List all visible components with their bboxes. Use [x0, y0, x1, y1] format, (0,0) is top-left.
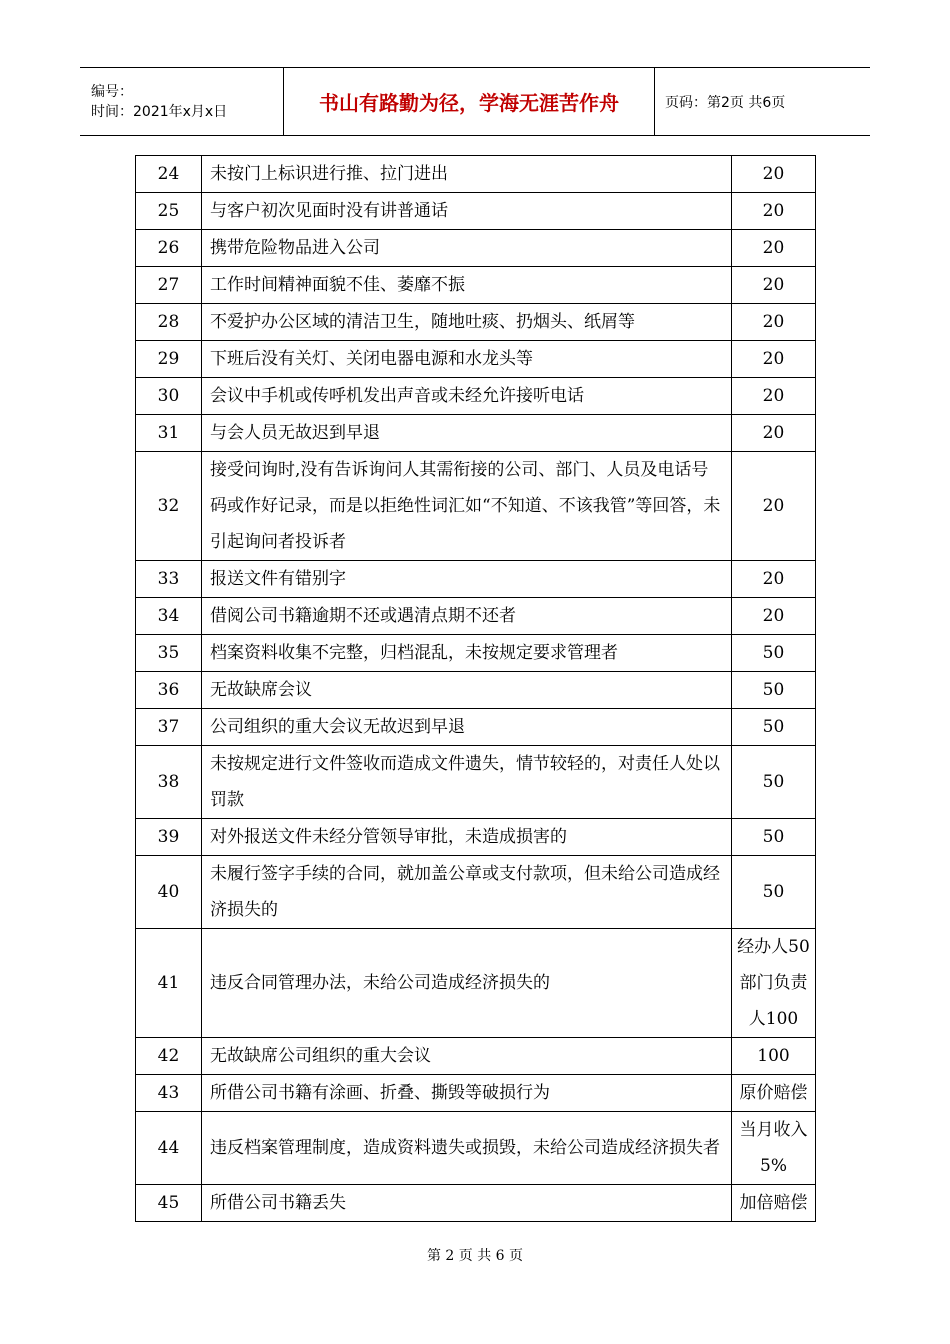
row-description: 携带危险物品进入公司 — [202, 230, 732, 267]
row-amount: 20 — [732, 304, 816, 341]
table-row — [136, 230, 816, 267]
table-row — [136, 156, 816, 193]
penalty-table — [135, 155, 816, 1222]
row-number: 26 — [136, 230, 202, 267]
row-description: 违反档案管理制度，造成资料遗失或损毁，未给公司造成经济损失者 — [202, 1112, 732, 1185]
row-amount: 50 — [732, 856, 816, 929]
row-amount: 20 — [732, 267, 816, 304]
row-amount: 50 — [732, 635, 816, 672]
row-number: 36 — [136, 672, 202, 709]
row-number: 37 — [136, 709, 202, 746]
table-row — [136, 1038, 816, 1075]
row-number: 42 — [136, 1038, 202, 1075]
row-description: 所借公司书籍丢失 — [202, 1185, 732, 1222]
row-description: 接受问询时,没有告诉询问人其需衔接的公司、部门、人员及电话号码或作好记录，而是以拒绝性词汇如“不知道、不该我管”等回答，未引起询问者投诉者 — [202, 452, 732, 561]
row-number: 25 — [136, 193, 202, 230]
row-amount: 50 — [732, 746, 816, 819]
row-amount: 当月收入5% — [732, 1112, 816, 1185]
row-number: 38 — [136, 746, 202, 819]
row-amount: 20 — [732, 452, 816, 561]
row-description: 公司组织的重大会议无故迟到早退 — [202, 709, 732, 746]
row-description: 无故缺席公司组织的重大会议 — [202, 1038, 732, 1075]
row-amount: 20 — [732, 193, 816, 230]
row-description: 报送文件有错别字 — [202, 561, 732, 598]
row-description: 会议中手机或传呼机发出声音或未经允许接听电话 — [202, 378, 732, 415]
row-number: 31 — [136, 415, 202, 452]
table-row — [136, 856, 816, 929]
row-description: 与客户初次见面时没有讲普通话 — [202, 193, 732, 230]
row-amount: 20 — [732, 230, 816, 267]
page-header — [80, 67, 870, 136]
table-row — [136, 1075, 816, 1112]
row-description: 不爱护办公区域的清洁卫生，随地吐痰、扔烟头、纸屑等 — [202, 304, 732, 341]
row-number: 39 — [136, 819, 202, 856]
row-description: 与会人员无故迟到早退 — [202, 415, 732, 452]
row-number: 45 — [136, 1185, 202, 1222]
row-description: 未按规定进行文件签收而造成文件遗失，情节较轻的，对责任人处以罚款 — [202, 746, 732, 819]
row-number: 35 — [136, 635, 202, 672]
row-amount: 20 — [732, 378, 816, 415]
row-amount: 20 — [732, 156, 816, 193]
row-amount: 20 — [732, 341, 816, 378]
table-row — [136, 598, 816, 635]
row-description: 违反合同管理办法，未给公司造成经济损失的 — [202, 929, 732, 1038]
table-row — [136, 378, 816, 415]
row-description: 未履行签字手续的合同，就加盖公章或支付款项，但未给公司造成经济损失的 — [202, 856, 732, 929]
table-row — [136, 415, 816, 452]
row-number: 34 — [136, 598, 202, 635]
table-row — [136, 304, 816, 341]
page-footer: 第 2 页 共 6 页 — [426, 1248, 524, 1264]
row-number: 28 — [136, 304, 202, 341]
row-amount: 50 — [732, 709, 816, 746]
row-description: 下班后没有关灯、关闭电器电源和水龙头等 — [202, 341, 732, 378]
row-amount: 50 — [732, 819, 816, 856]
row-amount: 100 — [732, 1038, 816, 1075]
table-row — [136, 561, 816, 598]
table-row — [136, 819, 816, 856]
row-number: 43 — [136, 1075, 202, 1112]
row-amount: 20 — [732, 415, 816, 452]
table-row — [136, 672, 816, 709]
penalty-table-body — [136, 156, 816, 1222]
table-row — [136, 929, 816, 1038]
row-description: 档案资料收集不完整，归档混乱，未按规定要求管理者 — [202, 635, 732, 672]
table-row — [136, 341, 816, 378]
row-number: 27 — [136, 267, 202, 304]
row-number: 44 — [136, 1112, 202, 1185]
document-time-label: 时间：2021年x月x日 — [91, 103, 228, 120]
row-description: 未按门上标识进行推、拉门进出 — [202, 156, 732, 193]
row-amount: 20 — [732, 561, 816, 598]
row-amount: 20 — [732, 598, 816, 635]
row-amount: 原价赔偿 — [732, 1075, 816, 1112]
row-description: 借阅公司书籍逾期不还或遇清点期不还者 — [202, 598, 732, 635]
table-row — [136, 267, 816, 304]
table-row — [136, 452, 816, 561]
row-description: 无故缺席会议 — [202, 672, 732, 709]
row-number: 41 — [136, 929, 202, 1038]
row-number: 29 — [136, 341, 202, 378]
header-page-label: 页码：第2页 共6页 — [665, 94, 786, 111]
row-amount: 50 — [732, 672, 816, 709]
table-row — [136, 1185, 816, 1222]
row-amount: 加倍赔偿 — [732, 1185, 816, 1222]
row-description: 对外报送文件未经分管领导审批，未造成损害的 — [202, 819, 732, 856]
row-number: 40 — [136, 856, 202, 929]
document-number-label: 编号： — [91, 83, 133, 100]
row-description: 所借公司书籍有涂画、折叠、撕毁等破损行为 — [202, 1075, 732, 1112]
table-row — [136, 709, 816, 746]
table-row — [136, 1112, 816, 1185]
row-number: 33 — [136, 561, 202, 598]
row-number: 32 — [136, 452, 202, 561]
row-number: 30 — [136, 378, 202, 415]
table-row — [136, 193, 816, 230]
header-motto: 书山有路勤为径，学海无涯苦作舟 — [283, 68, 655, 135]
table-row — [136, 635, 816, 672]
header-meta — [80, 68, 283, 135]
row-description: 工作时间精神面貌不佳、萎靡不振 — [202, 267, 732, 304]
table-row — [136, 746, 816, 819]
row-number: 24 — [136, 156, 202, 193]
row-amount: 经办人50部门负责人100 — [732, 929, 816, 1038]
